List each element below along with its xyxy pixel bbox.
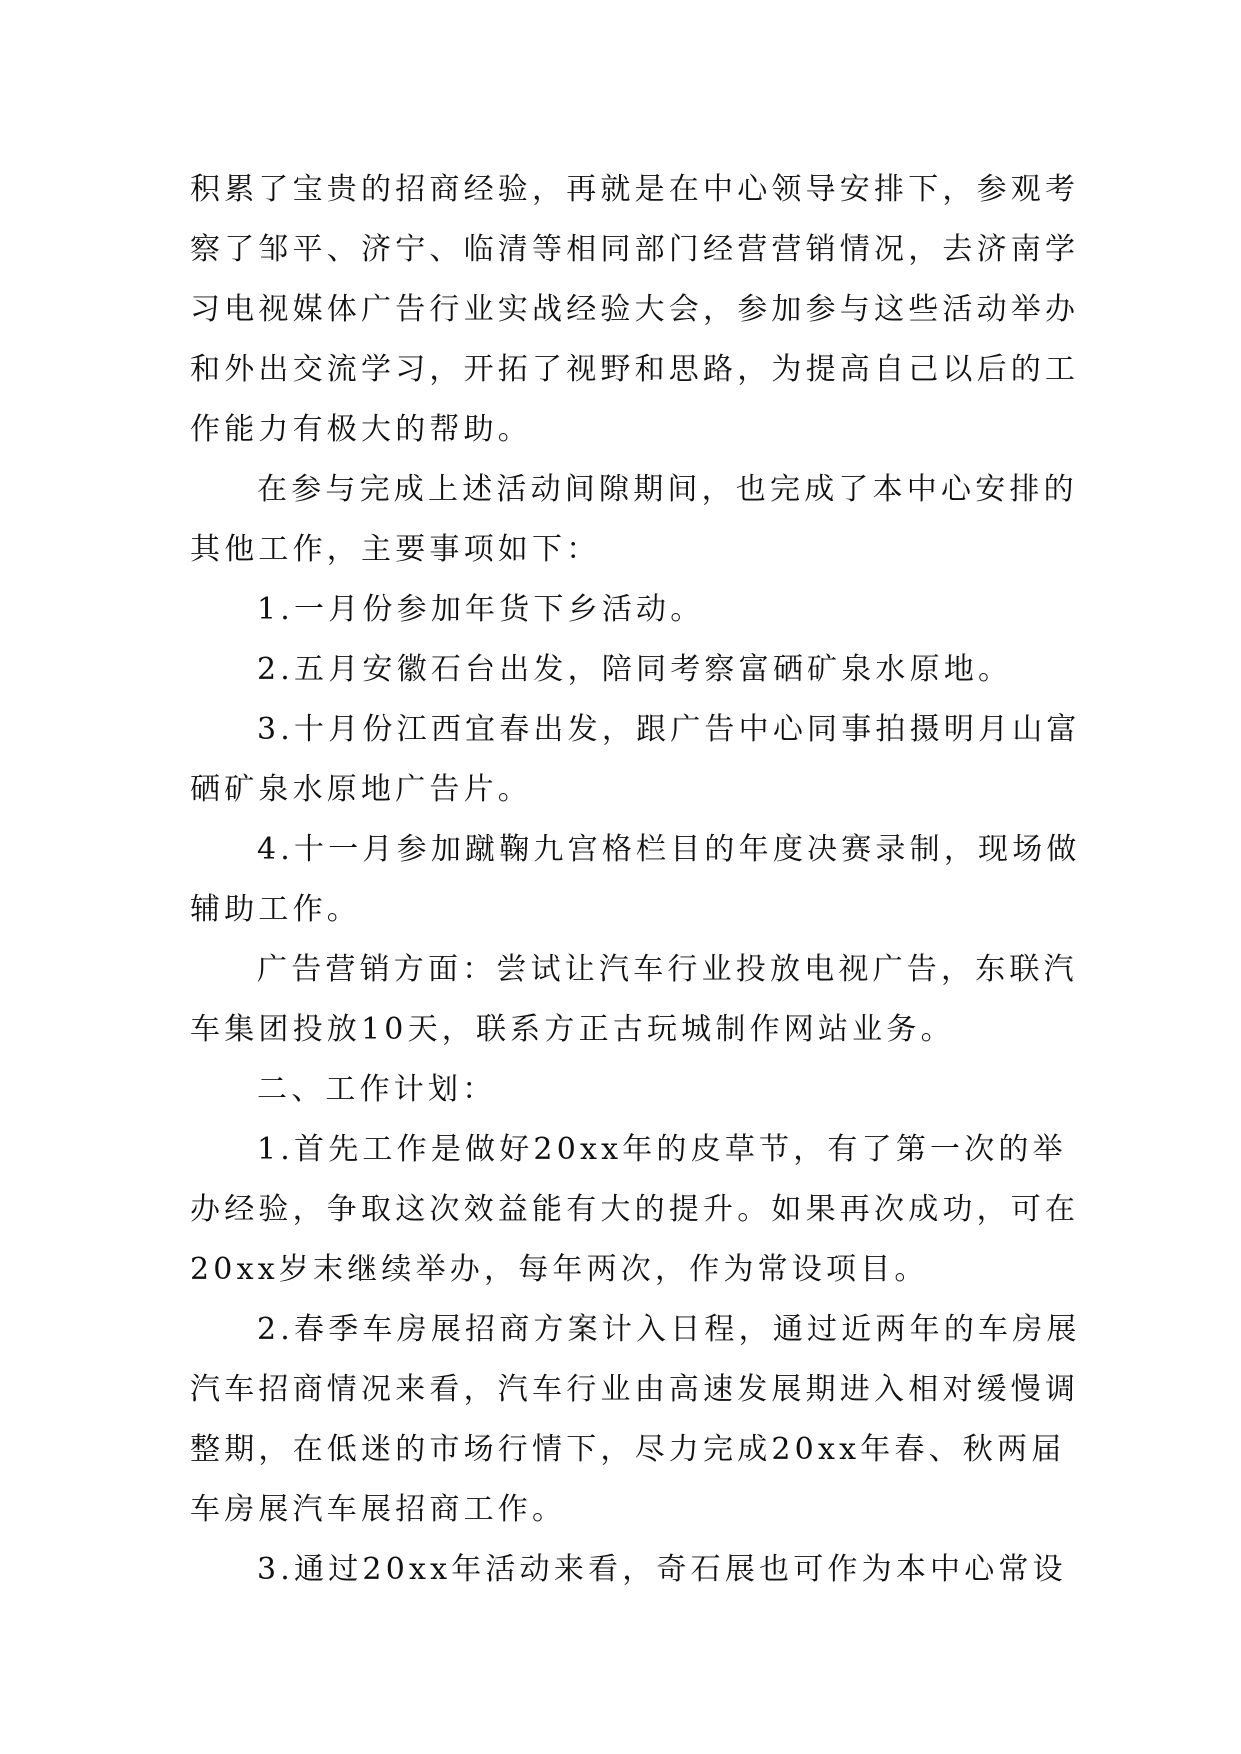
text-line: 和外出交流学习，开拓了视野和思路，为提高自己以后的工 — [190, 352, 1080, 387]
text-line: 作能力有极大的帮助。 — [190, 412, 532, 447]
list-item: 1.一月份参加年货下乡活动。 — [257, 592, 705, 627]
list-item-continuation: 硒矿泉水原地广告片。 — [190, 772, 532, 807]
text-line: 其他工作，主要事项如下： — [190, 532, 601, 567]
list-item: 3.通过20xx年活动来看，奇石展也可作为本中心常设 — [257, 1552, 1067, 1587]
text-line: 积累了宝贵的招商经验，再就是在中心领导安排下，参观考 — [190, 172, 1080, 207]
text-line: 车集团投放10天，联系方正古玩城制作网站业务。 — [190, 1012, 955, 1047]
paragraph-start-line: 在参与完成上述活动间隙期间，也完成了本中心安排的 — [257, 472, 1078, 507]
list-item: 3.十月份江西宜春出发，跟广告中心同事拍摄明月山富 — [257, 712, 1081, 747]
list-item-continuation: 办经验，争取这次效益能有大的提升。如果再次成功，可在 — [190, 1192, 1080, 1227]
list-item-continuation: 辅助工作。 — [190, 892, 361, 927]
list-item-continuation: 整期，在低迷的市场行情下，尽力完成20xx年春、秋两届 — [190, 1432, 1066, 1467]
list-item-continuation: 车房展汽车展招商工作。 — [190, 1492, 567, 1527]
list-item-continuation: 20xx岁末继续举办，每年两次，作为常设项目。 — [190, 1252, 929, 1287]
list-item-continuation: 汽车招商情况来看，汽车行业由高速发展期进入相对缓慢调 — [190, 1372, 1080, 1407]
section-heading: 二、工作计划： — [257, 1072, 497, 1107]
text-line: 察了邹平、济宁、临清等相同部门经营营销情况，去济南学 — [190, 232, 1080, 267]
list-item: 2.五月安徽石台出发，陪同考察富硒矿泉水原地。 — [257, 652, 1013, 687]
list-item: 4.十一月参加蹴鞠九宫格栏目的年度决赛录制，现场做 — [257, 832, 1081, 867]
list-item: 1.首先工作是做好20xx年的皮草节，有了第一次的举 — [257, 1132, 1067, 1167]
list-item: 2.春季车房展招商方案计入日程，通过近两年的车房展 — [257, 1312, 1081, 1347]
document-body — [190, 160, 1081, 1600]
text-line: 习电视媒体广告行业实战经验大会，参加参与这些活动举办 — [190, 292, 1080, 327]
paragraph-start-line: 广告营销方面：尝试让汽车行业投放电视广告，东联汽 — [257, 952, 1078, 987]
